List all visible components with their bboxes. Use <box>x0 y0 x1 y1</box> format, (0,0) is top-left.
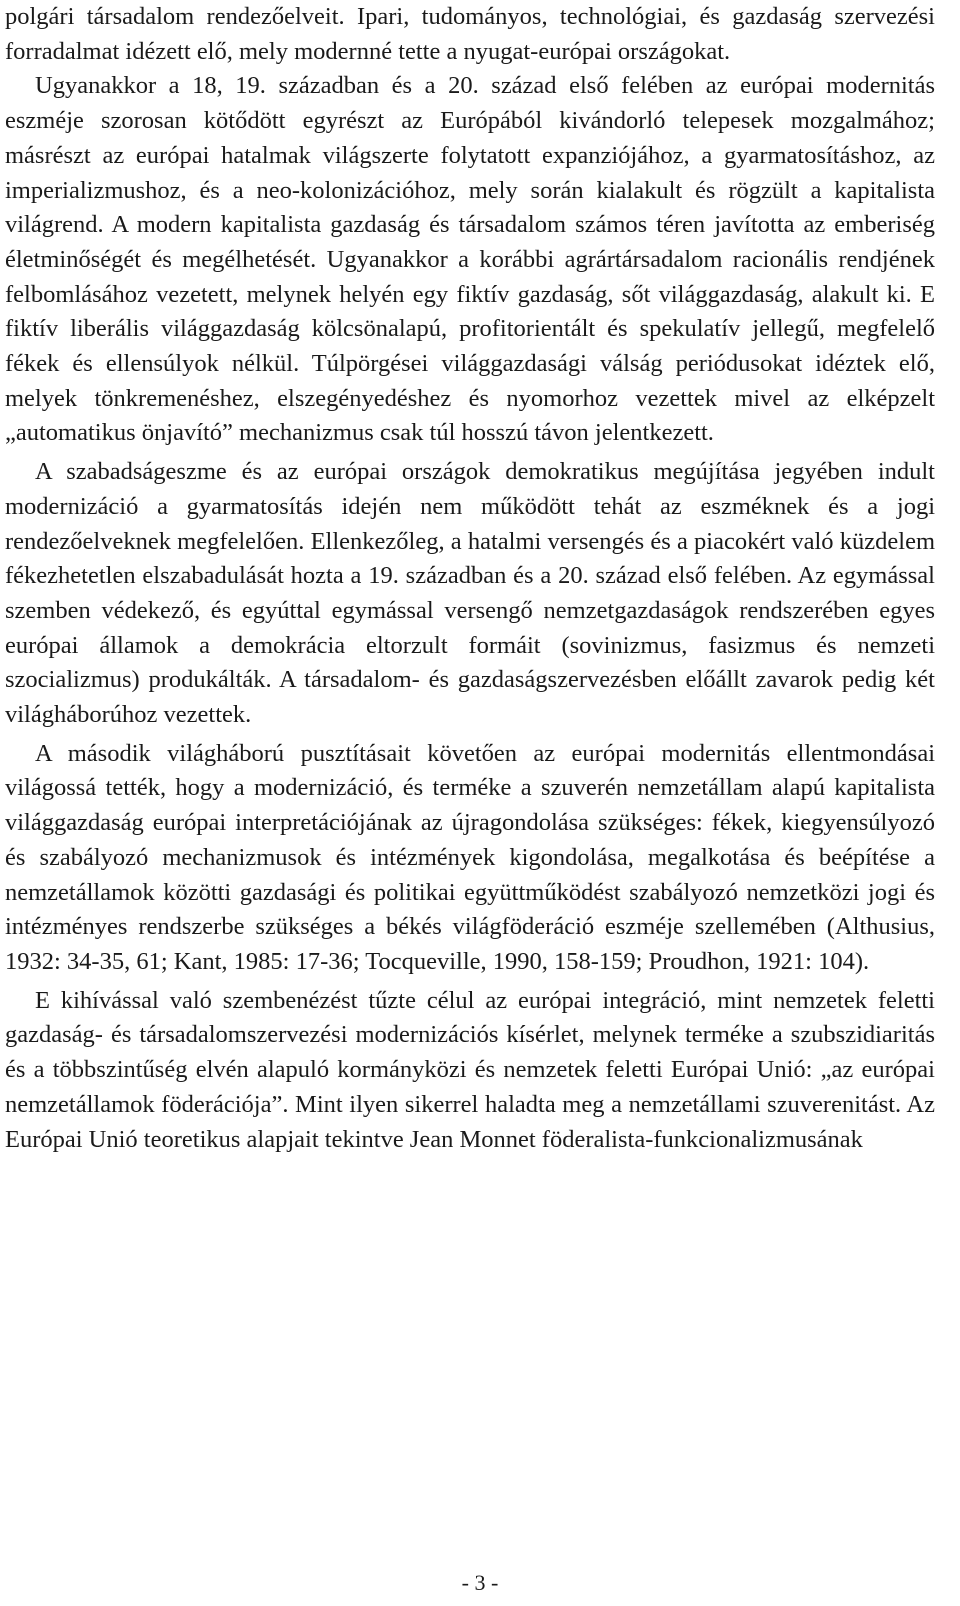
paragraph-2: Ugyanakkor a 18, 19. században és a 20. század első felében az európai modernitás eszméje szorosan kötődött egyrészt az Európából kivándorló telepesek mozgalmához; másrészt az európai hatalmak világszerte folytatott expanziójához, a gyarmatosításhoz, az imperializmushoz, és a neo-kolonizációhoz, mely során kialakult és rögzült a kapitalista világrend. A modern kapitalista gazdaság és társadalom számos téren javította az emberiség életminőségét és megélhetését. Ugyanakkor a korábbi agrártársadalom racionális rendjének felbomlásához vezetett, melynek helyén egy fiktív gazdaság, sőt világgazdaság, alakult ki. E fiktív liberális világgazdaság kölcsönalapú, profitorientált és spekulatív jellegű, megfelelő fékek és ellensúlyok nélkül. Túlpörgései világgazdasági válság periódusokat idéztek elő, melyek tönkremenéshez, elszegényedéshez és nyomorhoz vezettek mivel az elképzelt „automatikus önjavító” mechanizmus csak túl hosszú távon jelentkezett. <box>5 72 935 447</box>
paragraph-3: A szabadságeszme és az európai országok demokratikus megújítása jegyében indult modernizáció a gyarmatosítás idején nem működött tehát az eszméknek és a jogi rendezőelveknek megfelelően. Ellenkezőleg, a hatalmi versengés és a piacokért való küzdelem fékezhetetlen elszabadulását hozta a 19. században és a 20. század első felében. Az egymással szemben védekező, és egyúttal egymással versengő nemzetgazdaságok rendszerében egyes európai államok a demokrácia eltorzult formáit (sovinizmus, fasizmus és nemzeti szocializmus) produkálták. A társadalom- és gazdaságszervezésben előállt zavarok pedig két világháborúhoz vezettek. <box>5 458 935 729</box>
paragraph-5: E kihívással való szembenézést tűzte célul az európai integráció, mint nemzetek feletti gazdaság- és társadalomszervezési modernizációs kísérlet, melynek terméke a szubszidiaritás és a többszintűség elvén alapuló kormányközi és nemzetek feletti Európai Unió: „az európai nemzetállamok föderációja”. Mint ilyen sikerrel haladta meg a nemzetállami szuverenitást. Az Európai Unió teoretikus alapjait tekintve Jean Monnet föderalista-funkcionalizmusának <box>5 986 935 1153</box>
document-page <box>5 0 935 1157</box>
paragraph-1: polgári társadalom rendezőelveit. Ipari, tudományos, technológiai, és gazdaság szervezési forradalmat idézett elő, mely modernné tette a nyugat-európai országokat. <box>5 3 935 65</box>
page-number: - 3 - <box>461 1570 499 1595</box>
paragraph-4: A második világháború pusztításait követően az európai modernitás ellentmondásai világossá tették, hogy a modernizáció, és terméke a szuverén nemzetállam alapú kapitalista világgazdaság európai interpretációjának az újragondolása szükséges: fékek, kiegyensúlyozó és szabályozó mechanizmusok és intézmények kigondolása, megalkotása és beépítése a nemzetállamok közötti gazdasági és politikai együttműködést szabályozó nemzetközi jogi és intézményes rendszerbe szükséges a békés világföderáció eszméje szellemében (Althusius, 1932: 34-35, 61; Kant, 1985: 17-36; Tocqueville, 1990, 158-159; Proudhon, 1921: 104). <box>5 739 935 975</box>
